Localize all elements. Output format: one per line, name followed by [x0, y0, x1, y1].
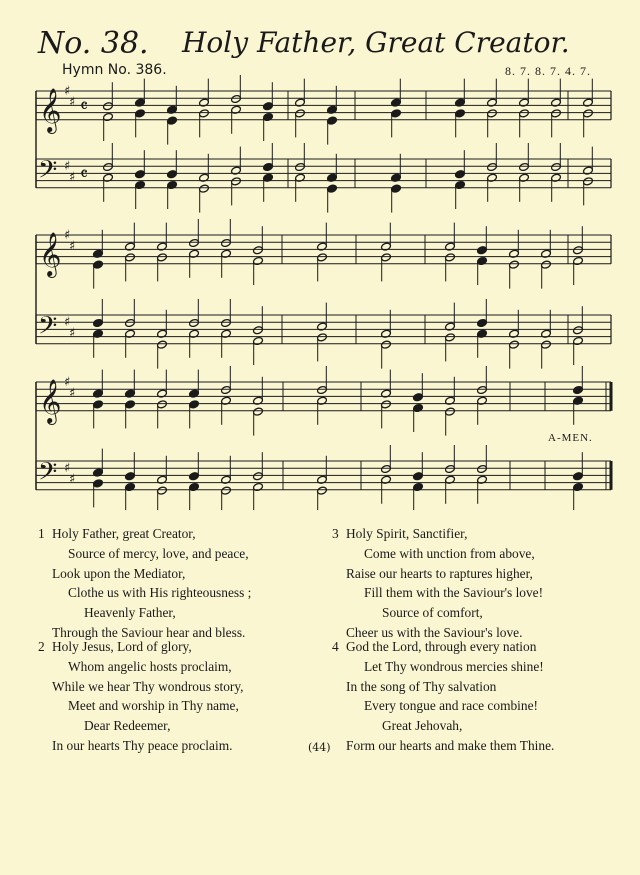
verse-3: [332, 524, 544, 643]
verse-line: Source of mercy, love, and peace,: [68, 545, 249, 561]
note-head: [221, 318, 232, 327]
sharp-sign-icon: ♯: [69, 239, 76, 254]
verse-line: Dear Redeemer,: [84, 718, 171, 734]
note-head: [135, 170, 146, 179]
verse-line: Source of comfort,: [382, 605, 483, 621]
note-head: [487, 162, 498, 171]
note-head: [231, 177, 242, 186]
verse-number: 3: [332, 526, 339, 541]
note-head: [93, 400, 104, 409]
sharp-sign-icon: ♯: [64, 375, 71, 390]
verse-line: Heavenly Father,: [84, 605, 176, 621]
sharp-sign-icon: ♯: [64, 84, 71, 99]
verse-line: Let Thy wondrous mercies shine!: [364, 658, 544, 674]
note-head: [519, 109, 530, 118]
verse-line: Holy Father, great Creator,: [52, 526, 196, 541]
note-head: [327, 116, 338, 125]
note-head: [509, 340, 520, 349]
note-head: [445, 407, 456, 416]
note-head: [263, 102, 274, 111]
hymn-number: No. 38.: [38, 26, 149, 61]
note-head: [167, 116, 178, 125]
verse-line: While we hear Thy wondrous story,: [52, 678, 244, 694]
verse-line: Meet and worship in Thy name,: [68, 698, 239, 714]
note-head: [295, 162, 306, 171]
note-head: [317, 253, 328, 262]
note-head: [445, 464, 456, 473]
note-head: [583, 177, 594, 186]
sharp-sign-icon: ♯: [69, 472, 76, 487]
note-head: [455, 109, 466, 118]
note-head: [317, 385, 328, 394]
note-head: [381, 340, 392, 349]
note-head: [189, 318, 200, 327]
note-head: [487, 109, 498, 118]
note-head: [221, 385, 232, 394]
note-head: [189, 472, 200, 481]
hymn-title: Holy Father, Great Creator.: [182, 26, 570, 59]
verse-line: In our hearts Thy peace proclaim.: [52, 737, 233, 753]
note-head: [221, 486, 232, 495]
note-head: [93, 318, 104, 327]
note-head: [477, 385, 488, 394]
note-head: [391, 109, 402, 118]
verse-line: Look upon the Mediator,: [52, 565, 186, 581]
note-head: [413, 393, 424, 402]
verse-number: 2: [38, 639, 45, 654]
verse-line: Come with unction from above,: [364, 545, 535, 561]
note-head: [391, 184, 402, 193]
note-head: [157, 253, 168, 262]
sharp-sign-icon: ♯: [64, 159, 71, 174]
note-head: [445, 253, 456, 262]
verse-line: Raise our hearts to raptures higher,: [346, 565, 533, 581]
sharp-sign-icon: ♯: [64, 228, 71, 243]
note-head: [551, 109, 562, 118]
note-head: [103, 162, 114, 171]
note-head: [551, 162, 562, 171]
note-head: [573, 326, 584, 335]
note-head: [263, 162, 274, 171]
verse-line: Great Jehovah,: [382, 718, 463, 734]
verse-line: Fill them with the Saviour's love!: [364, 585, 544, 601]
note-head: [583, 109, 594, 118]
note-head: [253, 246, 264, 255]
sharp-sign-icon: ♯: [64, 315, 71, 330]
sharp-sign-icon: ♯: [69, 326, 76, 341]
note-head: [295, 109, 306, 118]
verse-line: Through the Saviour hear and bless.: [52, 624, 246, 640]
meter-label: 8. 7. 8. 7. 4. 7.: [505, 64, 591, 78]
sharp-sign-icon: ♯: [69, 386, 76, 401]
treble-clef-icon: 𝄞: [39, 87, 62, 132]
note-head: [477, 464, 488, 473]
note-head: [199, 184, 210, 193]
verse-line: Holy Spirit, Sanctifier,: [346, 526, 468, 541]
note-head: [541, 260, 552, 269]
verse-line: In the song of Thy salvation: [346, 678, 497, 694]
note-head: [189, 238, 200, 247]
note-head: [103, 102, 114, 111]
note-head: [253, 472, 264, 481]
bass-clef-icon: 𝄢: [38, 311, 58, 347]
verse-number: 4: [332, 639, 339, 654]
bass-clef-icon: 𝄢: [38, 457, 58, 493]
note-head: [381, 253, 392, 262]
sharp-sign-icon: ♯: [69, 170, 76, 185]
note-head: [445, 333, 456, 342]
note-head: [317, 333, 328, 342]
amen-label: A-MEN.: [548, 432, 593, 444]
note-head: [253, 326, 264, 335]
verse-number: 1: [38, 526, 45, 541]
verse-line: Cheer us with the Saviour's love.: [346, 624, 523, 640]
note-head: [381, 400, 392, 409]
note-head: [93, 479, 104, 488]
note-head: [477, 246, 488, 255]
verse-1: [38, 524, 252, 643]
note-head: [541, 340, 552, 349]
note-head: [455, 170, 466, 179]
verse-line: Clothe us with His righteousness ;: [68, 585, 252, 601]
note-head: [157, 486, 168, 495]
note-head: [231, 94, 242, 103]
sharp-sign-icon: ♯: [69, 95, 76, 110]
note-head: [125, 472, 136, 481]
sharp-sign-icon: ♯: [64, 461, 71, 476]
verse-line: Form our hearts and make them Thine.: [346, 737, 555, 753]
note-head: [413, 472, 424, 481]
note-head: [157, 400, 168, 409]
note-head: [381, 464, 392, 473]
hymn-reference: Hymn No. 386.: [62, 62, 167, 78]
bass-clef-icon: 𝄢: [38, 155, 58, 191]
note-head: [253, 407, 264, 416]
note-head: [327, 184, 338, 193]
page-number: (44): [308, 741, 331, 754]
note-head: [573, 246, 584, 255]
note-head: [167, 170, 178, 179]
verse-2: [38, 637, 244, 756]
treble-clef-icon: 𝄞: [39, 231, 62, 276]
note-head: [573, 385, 584, 394]
note-head: [221, 238, 232, 247]
verse-line: Holy Jesus, Lord of glory,: [52, 639, 192, 654]
verse-line: Every tongue and race combine!: [364, 698, 538, 714]
note-head: [189, 400, 200, 409]
verse-line: God the Lord, through every nation: [346, 639, 537, 654]
note-head: [157, 340, 168, 349]
note-head: [317, 486, 328, 495]
note-head: [93, 260, 104, 269]
note-head: [135, 109, 146, 118]
note-head: [573, 472, 584, 481]
common-time-icon: 𝄴: [80, 164, 89, 185]
note-head: [125, 318, 136, 327]
note-head: [199, 109, 210, 118]
treble-clef-icon: 𝄞: [39, 378, 62, 423]
note-head: [519, 162, 530, 171]
verse-line: Whom angelic hosts proclaim,: [68, 658, 232, 674]
note-head: [477, 318, 488, 327]
note-head: [509, 260, 520, 269]
note-head: [125, 400, 136, 409]
common-time-icon: 𝄴: [80, 96, 89, 117]
verse-4: [332, 637, 555, 756]
note-head: [125, 253, 136, 262]
